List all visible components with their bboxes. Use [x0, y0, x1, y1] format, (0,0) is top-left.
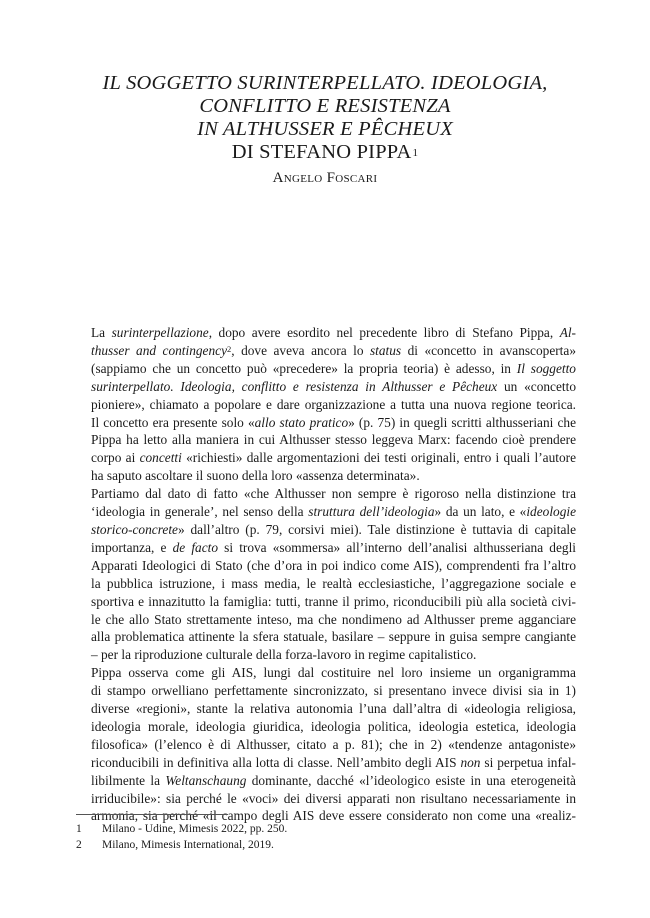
body-line: armonia, sia perché «il campo degli AIS deve essere considerato non come una «realiz-	[91, 808, 576, 824]
body-line: sportiva e innazitutto la famiglia: tutti, tranne il primo, riconducibili più alla società civi-	[91, 593, 576, 609]
body-line: (sappiamo che un concetto può «precedere» la propria teoria) è adesso, in Il soggetto	[91, 360, 576, 376]
title-line-3: IN ALTHUSSER E PÊCHEUX	[197, 118, 453, 140]
body-line: surinterpellato. Ideologia, conflitto e resistenza in Althusser e Pêcheux un «concetto	[91, 378, 576, 394]
body-line: ideologia morale, ideologia giuridica, ideologia politica, ideologia estetica, ideologia	[91, 718, 576, 734]
body-line: filosofica» (l’elenco è di Althusser, citato a p. 81); che in 2) «tendenze antagoniste»	[91, 736, 576, 752]
body-line: Pippa osserva come gli AIS, lungi dal costituire nel loro insieme un organigramma	[91, 665, 576, 681]
footnote-number: 1	[76, 823, 82, 835]
title-line-1: IL SOGGETTO SURINTERPELLATO. IDEOLOGIA,	[102, 72, 548, 94]
title-line-4-text: DI STEFANO PIPPA	[231, 141, 412, 163]
body-line: importanza, e de facto si trova «sommersa» all’interno dell’analisi althusseriana degli	[91, 539, 576, 555]
footnote-separator	[76, 814, 228, 815]
author-name: Angelo Foscari	[272, 170, 378, 186]
body-line: Il concetto era presente solo «allo stato pratico» (p. 75) in quegli scritti althusseriani che	[91, 414, 576, 430]
title-line-4	[0, 141, 650, 164]
body-line: La surinterpellazione, dopo avere esordito nel precedente libro di Stefano Pippa, Al-	[91, 325, 576, 340]
body-line: storico-concrete» dall’altro (p. 79, corsivi miei). Tale distinzione è tuttavia di capitale	[91, 521, 576, 537]
body-line: ha saputo ascoltare il suono della loro «assenza determinata».	[91, 468, 420, 484]
footnotes	[76, 821, 576, 853]
title-footnote-marker: 1	[412, 147, 419, 159]
footnote-text: Milano - Udine, Mimesis 2022, pp. 250.	[102, 823, 288, 835]
body-line: la pubblica istruzione, i mass media, le realtà ecclesiastiche, l’aggregazione sociale e	[91, 575, 576, 591]
body-line: irriducibile»: sia perché le «voci» dei diversi apparati non risultano necessariamente in	[91, 790, 576, 806]
body-line: le che allo Stato strettamente inteso, ma che nondimeno ad Althusser preme agganciare	[91, 611, 576, 627]
body-line: Apparati Ideologici di Stato (che d’ora in poi indico come AIS), comprendenti fra l’altro	[91, 557, 576, 573]
body-line: corpo ai concetti «richiesti» dalle argomentazioni dei testi originali, entro i quali l’autore	[91, 450, 576, 466]
article-body	[76, 324, 576, 825]
body-line: riconducibili in definitiva alla lotta di classe. Nell’ambito degli AIS non si perpetua infal-	[91, 754, 576, 770]
body-line: diverse «regioni», stante la relativa autonomia l’una dall’altra di «ideologia religiosa,	[91, 701, 576, 717]
body-line: Pippa ha letto alla maniera in cui Althusser stesso leggeva Marx: facendo cioè prendere	[91, 432, 576, 448]
footnote-text: Milano, Mimesis International, 2019.	[102, 839, 274, 851]
footnote-marker-2: 2	[227, 343, 232, 354]
footnote-1	[76, 821, 576, 837]
body-line: di stampo orwelliano perfettamente sincronizzato, si presentano invece divisi sia in 1)	[91, 683, 576, 699]
body-line: ‘ideologia in generale’, nel senso della struttura dell’ideologia» da un lato, e «ideologie	[91, 504, 576, 520]
body-line: Partiamo dal dato di fatto «che Althusser non sempre è rigoroso nella distinzione tra	[91, 486, 576, 502]
paragraph-1	[76, 324, 576, 485]
title-line-2: CONFLITTO E RESISTENZA	[199, 95, 451, 117]
body-line: libilmente la Weltanschaung dominante, dacché «l’ideologico esiste in una eterogeneità	[91, 772, 576, 788]
body-line: – per la riproduzione culturale della forza-lavoro in regime capitalistico.	[91, 647, 477, 663]
body-line: thusser and contingency$^2$, dove aveva ancora lo status di «concetto in avanscoperta»	[91, 342, 576, 358]
footnote-number: 2	[76, 839, 82, 851]
body-line: alla problematica attinente la sfera statuale, basilare – seppure in guisa sempre cangiante	[91, 629, 576, 645]
paragraph-2	[76, 485, 576, 664]
body-line: pioniere», chiamato a popolare e dare organizzazione a tutta una nuova regione teorica.	[91, 396, 576, 412]
article-title	[0, 72, 650, 164]
footnote-2	[76, 837, 576, 853]
paragraph-3	[76, 664, 576, 825]
